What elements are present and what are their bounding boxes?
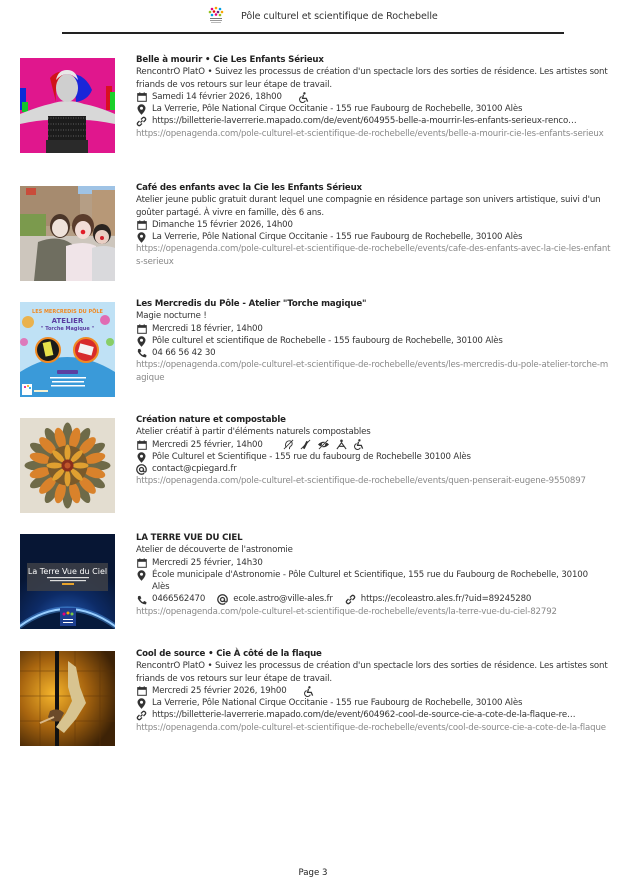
event-date: Dimanche 15 février 2026, 14h00	[152, 219, 293, 230]
event-phone[interactable]: 04 66 56 42 30	[152, 348, 216, 359]
event-website-link[interactable]: https://ecoleastro.ales.fr/?uid=89245280	[360, 594, 532, 605]
openagenda-link[interactable]: https://openagenda.com/pole-culturel-et-scientifique-de-rochebelle/events/les-mercredis-du-pole-atelier-torche-magique	[136, 360, 609, 383]
event-location: Pôle culturel et scientifique de Rochebelle - 155 faubourg de Rochebelle, 30100 Alès	[152, 335, 503, 346]
at-sign-icon	[217, 594, 228, 605]
event-description: Atelier de découverte de l'astronomie	[136, 545, 293, 556]
poster-headline: La Terre Vue du Ciel	[27, 567, 108, 576]
calendar-icon	[136, 323, 147, 334]
event-location-row	[136, 569, 611, 594]
openagenda-link[interactable]: https://openagenda.com/pole-culturel-et-scientifique-de-rochebelle/events/la-terre-vue-du-ciel-82792	[136, 606, 557, 617]
event-location-row	[136, 103, 611, 115]
event-description: Atelier créatif à partir d'éléments naturels compostables	[136, 427, 371, 438]
event-email-row	[136, 463, 611, 475]
event-location: La Verrerie, Pôle National Cirque Occitanie - 155 rue Faubourg de Rochebelle, 30100 Alès	[152, 698, 523, 709]
event-location-row	[136, 335, 611, 347]
calendar-icon	[136, 439, 147, 450]
event-date: Mercredi 25 février, 14h30	[152, 557, 263, 568]
event-title[interactable]: LA TERRE VUE DU CIEL	[136, 533, 243, 543]
map-pin-icon	[136, 104, 147, 115]
poster-line2: ATELIER	[51, 317, 84, 325]
poster-line1: LES MERCREDIS DU PÔLE	[32, 309, 103, 315]
deaf-icon	[300, 439, 311, 450]
event-date: Mercredi 25 février, 14h00	[152, 439, 263, 450]
openagenda-link[interactable]: https://openagenda.com/pole-culturel-et-scientifique-de-rochebelle/events/quen-penserait-eugene-9550897	[136, 476, 586, 487]
map-pin-icon	[136, 698, 147, 709]
page-number: Page 3	[298, 868, 328, 878]
event-location-row	[136, 697, 611, 709]
event-date: Mercredi 18 février, 14h00	[152, 323, 263, 334]
calendar-icon	[136, 92, 147, 103]
openagenda-link[interactable]: https://openagenda.com/pole-culturel-et-scientifique-de-rochebelle/events/cafe-des-enfants-avec-la-cie-les-enfants-serieux	[136, 244, 611, 267]
event-title[interactable]: Café des enfants avec la Cie les Enfants Sérieux	[136, 183, 362, 193]
event-thumbnail[interactable]	[20, 58, 115, 153]
event-info	[136, 54, 611, 140]
link-icon	[345, 594, 356, 605]
openagenda-link[interactable]: https://openagenda.com/pole-culturel-et-scientifique-de-rochebelle/events/cool-de-source-cie-a-cote-de-la-flaque	[136, 722, 606, 733]
event-date-row	[136, 91, 611, 103]
wheelchair-icon	[303, 686, 314, 697]
page-header	[0, 0, 626, 34]
poster-line3: " Torche Magique "	[40, 326, 95, 332]
event-description: RencontrO PlatO • Suivez les processus de création d'un spectacle lors des sorties de résidence. Les artistes sont friands de vos retours sur leur étape de travail.	[136, 67, 608, 90]
event-email[interactable]: contact@cpiegard.fr	[152, 464, 237, 475]
link-icon	[136, 710, 147, 721]
link-icon	[136, 116, 147, 127]
event-phone[interactable]: 0466562470	[152, 594, 206, 605]
event-ticket-link[interactable]: https://billetterie-laverrerie.mapado.com/de/event/604955-belle-a-mourrir-les-enfants-serieux-renco…	[152, 116, 577, 127]
calendar-icon	[136, 557, 147, 568]
event-title[interactable]: Cool de source • Cie À côté de la flaque	[136, 649, 322, 659]
wheelchair-icon	[298, 92, 309, 103]
event-ticket-link[interactable]: https://billetterie-laverrerie.mapado.com/de/event/604962-cool-de-source-cie-a-cote-de-la-flaque-re…	[152, 710, 576, 721]
pole-logo-icon	[207, 6, 225, 24]
event-title[interactable]: Belle à mourir • Cie Les Enfants Sérieux	[136, 55, 324, 65]
event-info	[136, 298, 611, 384]
event-contact-row	[136, 593, 611, 605]
event-date: Samedi 14 février 2026, 18h00	[152, 91, 282, 102]
event-phone-row	[136, 347, 611, 359]
event-location: École municipale d'Astronomie - Pôle Culturel et Scientifique, 155 rue du Faubourg de Rochebelle, 30100 Alès	[152, 569, 588, 593]
event-location: La Verrerie, Pôle National Cirque Occitanie - 155 rue Faubourg de Rochebelle, 30100 Alès	[152, 232, 523, 243]
map-pin-icon	[136, 570, 147, 581]
event-thumbnail[interactable]	[20, 302, 115, 397]
event-thumbnail[interactable]	[20, 651, 115, 746]
event-description: Atelier jeune public gratuit durant lequel une compagnie en résidence partage son univers artistique, suivi d'un goûter partagé. À vivre en famille, dès 6 ans.	[136, 195, 601, 218]
event-description: RencontrO PlatO • Suivez les processus de création d'un spectacle lors des sorties de résidence. Les artistes sont friands de vos retours sur leur étape de travail.	[136, 661, 608, 684]
event-date-row	[136, 685, 611, 697]
map-pin-icon	[136, 336, 147, 347]
event-location: Pôle Culturel et Scientifique - 155 rue du faubourg de Rochebelle 30100 Alès	[152, 451, 471, 462]
event-thumbnail[interactable]	[20, 418, 115, 513]
map-pin-icon	[136, 232, 147, 243]
phone-icon	[136, 348, 147, 359]
accessibility-icons	[283, 439, 364, 450]
event-description: Magie nocturne !	[136, 311, 207, 322]
at-sign-icon	[136, 464, 147, 475]
event-link-row	[136, 709, 611, 721]
hearing-impaired-icon	[283, 439, 294, 450]
accessibility-icons	[303, 686, 314, 697]
event-date-row	[136, 439, 611, 451]
event-date: Mercredi 25 février 2026, 19h00	[152, 685, 287, 696]
event-thumbnail[interactable]	[20, 534, 115, 629]
event-email[interactable]: ecole.astro@ville-ales.fr	[233, 594, 333, 605]
cognitive-icon	[336, 439, 347, 450]
event-location-row	[136, 231, 611, 243]
event-title[interactable]: Les Mercredis du Pôle - Atelier "Torche magique"	[136, 299, 367, 309]
calendar-icon	[136, 220, 147, 231]
event-date-row	[136, 557, 611, 569]
accessibility-icons	[298, 92, 309, 103]
event-info	[136, 414, 611, 488]
event-link-row	[136, 115, 611, 127]
event-date-row	[136, 323, 611, 335]
event-date-row	[136, 219, 611, 231]
event-info	[136, 532, 611, 618]
wheelchair-icon	[353, 439, 364, 450]
calendar-icon	[136, 686, 147, 697]
event-info	[136, 648, 611, 734]
event-title[interactable]: Création nature et compostable	[136, 415, 286, 425]
visually-impaired-icon	[317, 439, 330, 450]
openagenda-link[interactable]: https://openagenda.com/pole-culturel-et-scientifique-de-rochebelle/events/belle-a-mourir-cie-les-enfants-serieux	[136, 128, 604, 139]
header-divider	[62, 32, 564, 34]
event-thumbnail[interactable]	[20, 186, 115, 281]
phone-icon	[136, 594, 147, 605]
event-info	[136, 182, 611, 268]
map-pin-icon	[136, 452, 147, 463]
event-location-row	[136, 451, 611, 463]
event-location: La Verrerie, Pôle National Cirque Occitanie - 155 rue Faubourg de Rochebelle, 30100 Alès	[152, 104, 523, 115]
header-title: Pôle culturel et scientifique de Rochebelle	[241, 11, 438, 22]
